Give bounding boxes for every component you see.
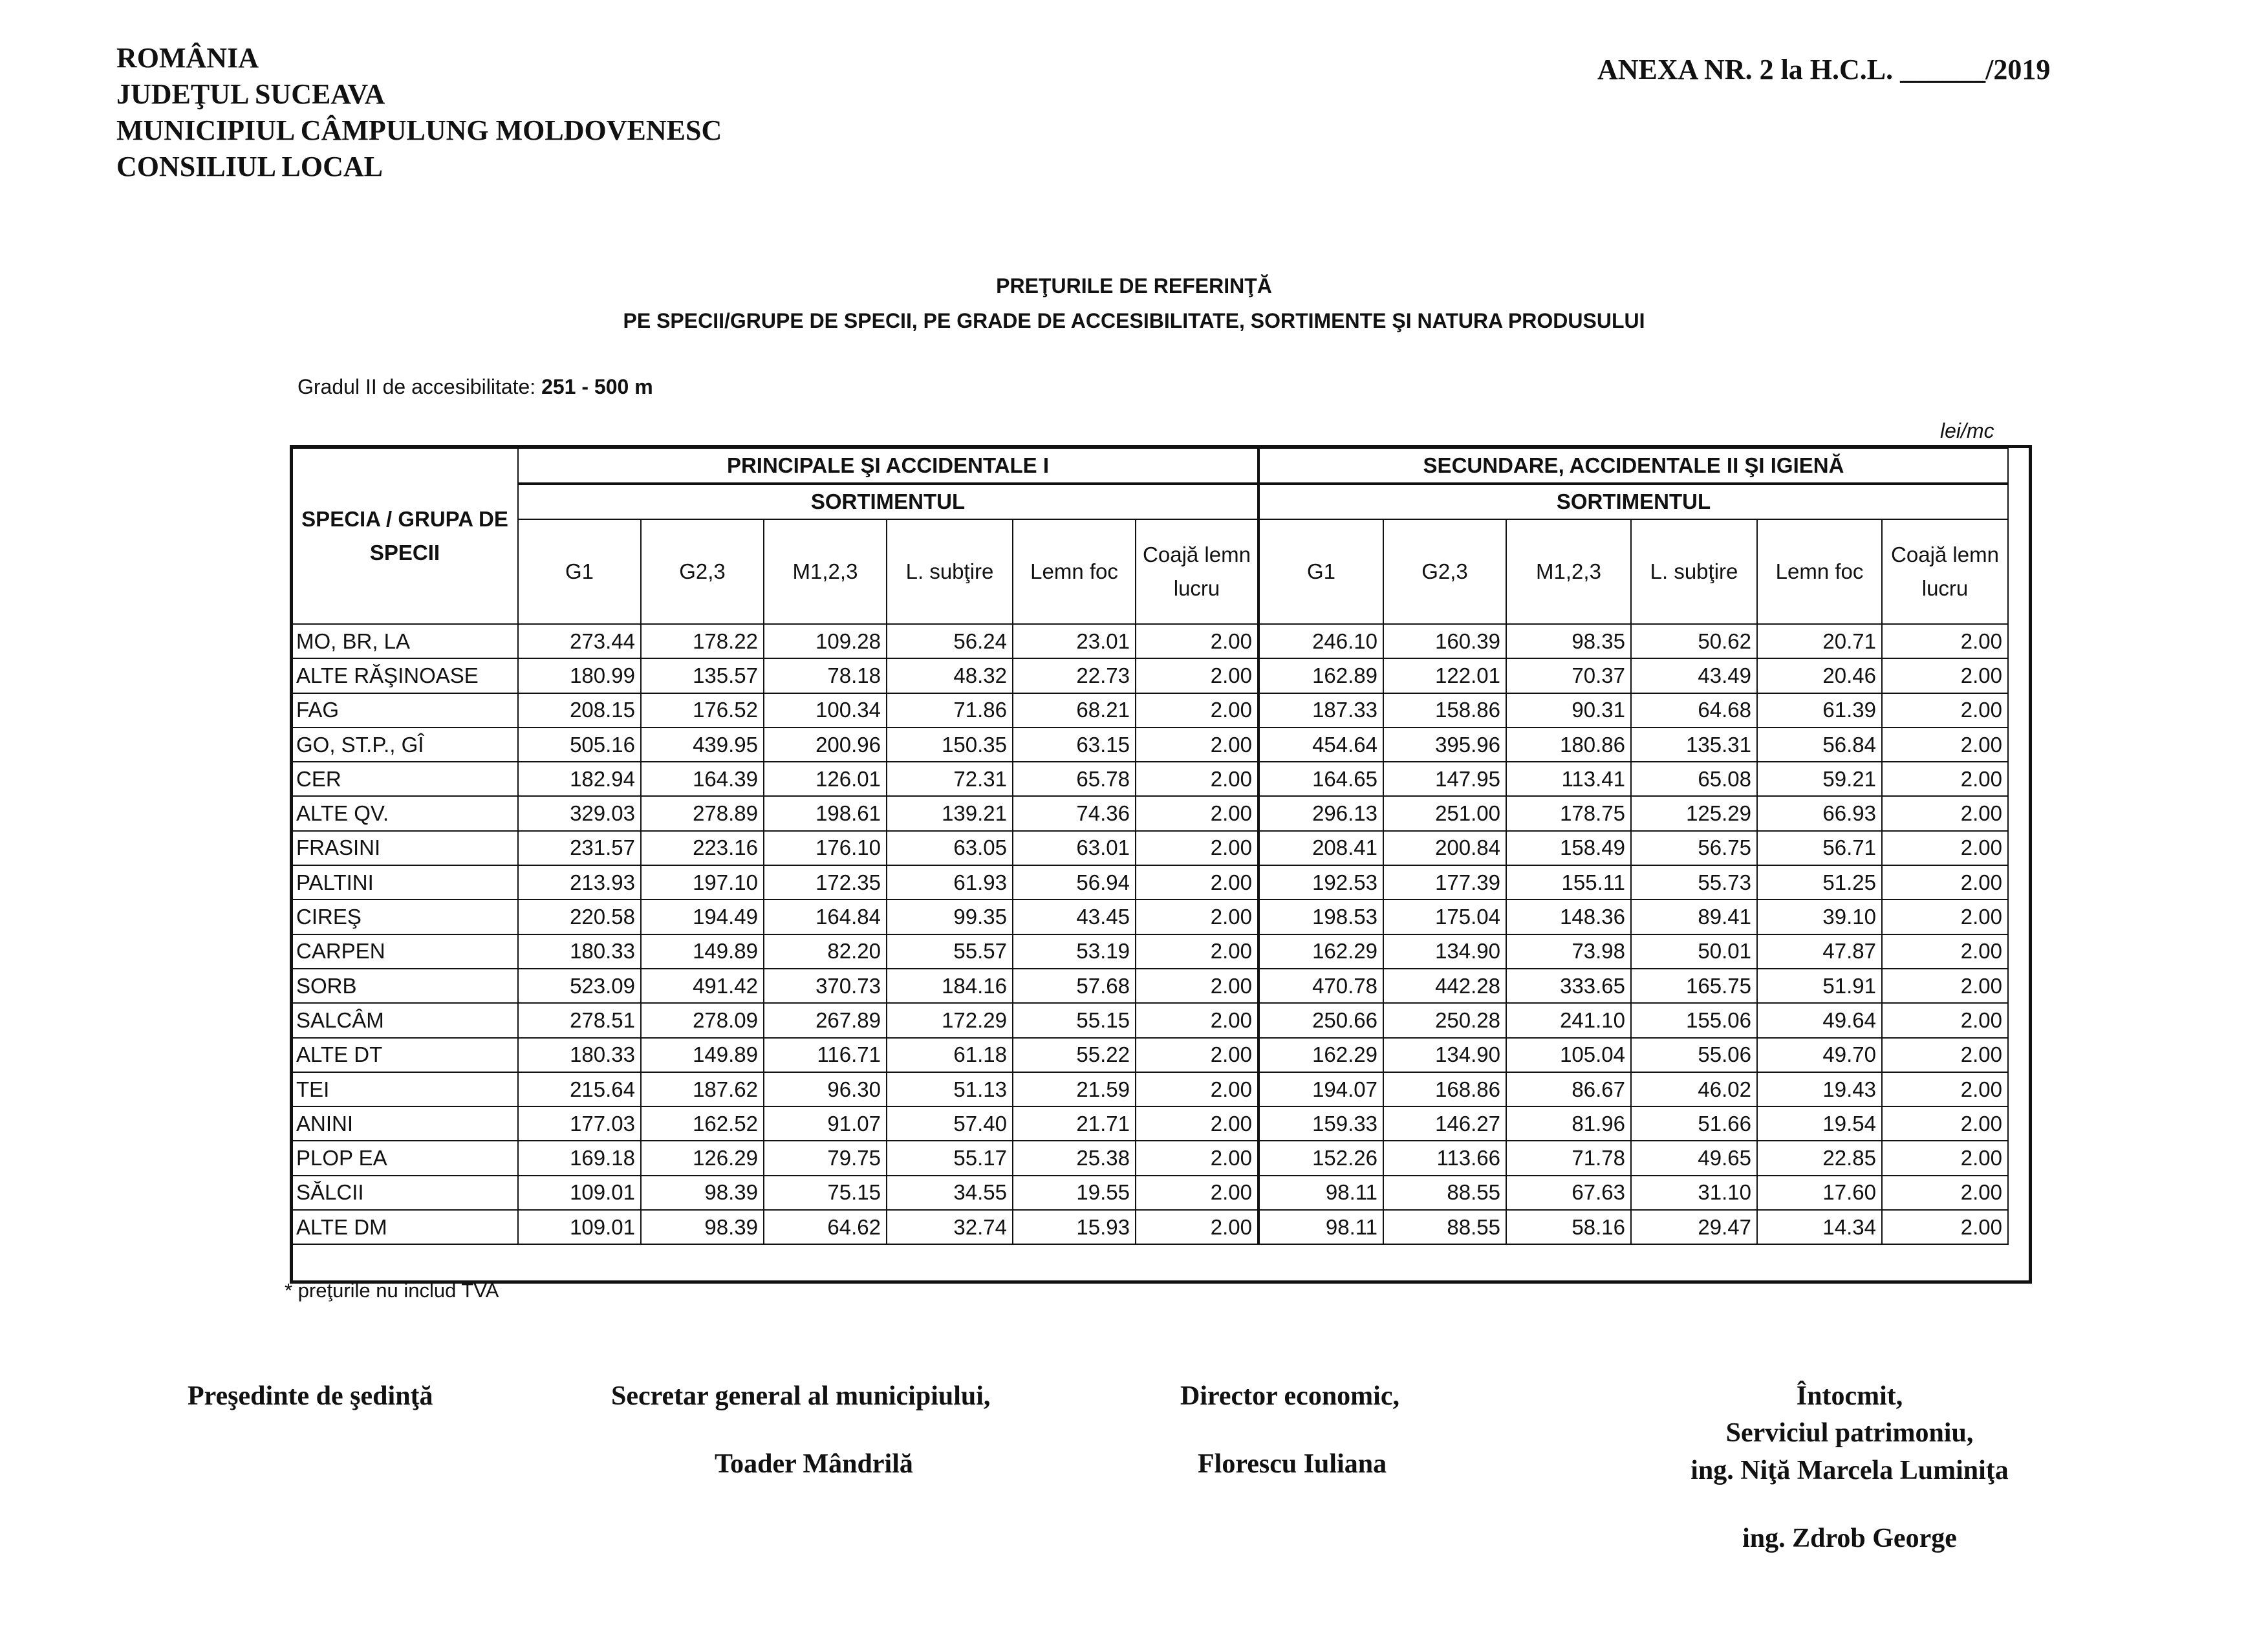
price-cell: 25.38 — [1013, 1141, 1136, 1175]
species-cell: TEI — [292, 1072, 518, 1106]
price-cell: 73.98 — [1506, 934, 1631, 969]
price-cell: 55.06 — [1631, 1038, 1757, 1072]
price-cell: 55.22 — [1013, 1038, 1136, 1072]
price-cell: 48.32 — [887, 658, 1013, 693]
price-cell: 168.86 — [1383, 1072, 1506, 1106]
price-cell: 155.06 — [1631, 1003, 1757, 1037]
price-cell: 2.00 — [1136, 831, 1258, 865]
price-cell: 2.00 — [1882, 1106, 2008, 1141]
price-cell: 15.93 — [1013, 1210, 1136, 1244]
price-cell: 63.05 — [887, 831, 1013, 865]
price-cell: 43.45 — [1013, 900, 1136, 934]
price-cell: 152.26 — [1258, 1141, 1383, 1175]
price-cell: 98.35 — [1506, 624, 1631, 658]
price-cell: 2.00 — [1882, 624, 2008, 658]
price-cell: 2.00 — [1882, 762, 2008, 796]
price-cell: 22.85 — [1757, 1141, 1882, 1175]
price-cell: 82.20 — [764, 934, 887, 969]
price-cell: 47.87 — [1757, 934, 1882, 969]
species-cell: ALTE DT — [292, 1038, 518, 1072]
price-cell: 180.33 — [518, 934, 641, 969]
price-cell: 2.00 — [1136, 1072, 1258, 1106]
table-row — [292, 1106, 2008, 1141]
footnote: * preţurile nu includ TVA — [285, 1279, 499, 1302]
col-header: G1 — [1258, 519, 1383, 624]
secretary-title: Secretar general al municipiului, — [611, 1381, 991, 1411]
price-cell: 177.03 — [518, 1106, 641, 1141]
price-cell: 23.01 — [1013, 624, 1136, 658]
document-title — [0, 268, 2268, 338]
price-cell: 134.90 — [1383, 934, 1506, 969]
price-cell: 329.03 — [518, 796, 641, 830]
table-row — [292, 1176, 2008, 1210]
price-cell: 2.00 — [1882, 1176, 2008, 1210]
price-cell: 19.43 — [1757, 1072, 1882, 1106]
table-row — [292, 900, 2008, 934]
price-cell: 19.54 — [1757, 1106, 1882, 1141]
price-cell: 160.39 — [1383, 624, 1506, 658]
table-row — [292, 762, 2008, 796]
price-cell: 165.75 — [1631, 969, 1757, 1003]
price-cell: 34.55 — [887, 1176, 1013, 1210]
species-cell: SORB — [292, 969, 518, 1003]
grade-value: 251 - 500 m — [541, 375, 653, 398]
species-cell: ALTE QV. — [292, 796, 518, 830]
price-cell: 53.19 — [1013, 934, 1136, 969]
price-cell: 162.29 — [1258, 1038, 1383, 1072]
grade-label: Gradul II de accesibilitate: — [297, 375, 542, 398]
col-header: L. subţire — [1631, 519, 1757, 624]
price-cell: 2.00 — [1136, 1141, 1258, 1175]
price-cell: 39.10 — [1757, 900, 1882, 934]
price-cell: 150.35 — [887, 727, 1013, 762]
price-cell: 56.94 — [1013, 865, 1136, 900]
price-cell: 2.00 — [1136, 1210, 1258, 1244]
price-cell: 250.66 — [1258, 1003, 1383, 1037]
preparer-1: ing. Niţă Marcela Luminiţa — [1690, 1456, 2009, 1485]
price-cell: 158.86 — [1383, 693, 1506, 727]
price-cell: 176.10 — [764, 831, 887, 865]
country-label: ROMÂNIA — [116, 42, 259, 74]
price-cell: 61.93 — [887, 865, 1013, 900]
price-cell: 333.65 — [1506, 969, 1631, 1003]
price-cell: 21.59 — [1013, 1072, 1136, 1106]
price-cell: 2.00 — [1136, 865, 1258, 900]
price-cell: 198.53 — [1258, 900, 1383, 934]
species-cell: ALTE DM — [292, 1210, 518, 1244]
price-cell: 66.93 — [1757, 796, 1882, 830]
price-cell: 178.75 — [1506, 796, 1631, 830]
price-cell: 71.78 — [1506, 1141, 1631, 1175]
species-cell: SĂLCII — [292, 1176, 518, 1210]
price-cell: 46.02 — [1631, 1072, 1757, 1106]
species-cell: GO, ST.P., GÎ — [292, 727, 518, 762]
col-header: Coajă lemn lucru — [1136, 519, 1258, 624]
price-cell: 81.96 — [1506, 1106, 1631, 1141]
price-cell: 2.00 — [1136, 1003, 1258, 1037]
price-cell: 2.00 — [1882, 969, 2008, 1003]
price-cell: 68.21 — [1013, 693, 1136, 727]
municipality-label: MUNICIPIUL CÂMPULUNG MOLDOVENESC — [116, 114, 722, 146]
price-cell: 43.49 — [1631, 658, 1757, 693]
price-cell: 2.00 — [1136, 934, 1258, 969]
price-cell: 57.68 — [1013, 969, 1136, 1003]
group1-header: PRINCIPALE ŞI ACCIDENTALE I — [518, 447, 1258, 484]
price-cell: 194.07 — [1258, 1072, 1383, 1106]
price-cell: 176.52 — [641, 693, 764, 727]
table-row — [292, 831, 2008, 865]
col-header: Lemn foc — [1757, 519, 1882, 624]
table-row — [292, 658, 2008, 693]
price-cell: 182.94 — [518, 762, 641, 796]
price-cell: 164.65 — [1258, 762, 1383, 796]
price-cell: 177.39 — [1383, 865, 1506, 900]
price-cell: 220.58 — [518, 900, 641, 934]
price-cell: 2.00 — [1136, 727, 1258, 762]
price-table — [291, 446, 2009, 1245]
price-cell: 2.00 — [1882, 1072, 2008, 1106]
price-cell: 2.00 — [1882, 934, 2008, 969]
col-header: M1,2,3 — [1506, 519, 1631, 624]
price-cell: 175.04 — [1383, 900, 1506, 934]
group2-header: SECUNDARE, ACCIDENTALE II ŞI IGIENĂ — [1258, 447, 2008, 484]
price-cell: 14.34 — [1757, 1210, 1882, 1244]
price-cell: 99.35 — [887, 900, 1013, 934]
price-cell: 98.39 — [641, 1176, 764, 1210]
service-label: Serviciul patrimoniu, — [1725, 1418, 1974, 1448]
table-row — [292, 796, 2008, 830]
price-cell: 395.96 — [1383, 727, 1506, 762]
price-cell: 251.00 — [1383, 796, 1506, 830]
price-cell: 65.78 — [1013, 762, 1136, 796]
price-cell: 155.11 — [1506, 865, 1631, 900]
price-cell: 180.99 — [518, 658, 641, 693]
col-header: G2,3 — [641, 519, 764, 624]
price-cell: 208.15 — [518, 693, 641, 727]
col-header: L. subţire — [887, 519, 1013, 624]
price-cell: 98.39 — [641, 1210, 764, 1244]
price-cell: 149.89 — [641, 934, 764, 969]
price-cell: 2.00 — [1882, 1003, 2008, 1037]
species-cell: PLOP EA — [292, 1141, 518, 1175]
title-line-2: PE SPECII/GRUPE DE SPECII, PE GRADE DE ACCESIBILITATE, SORTIMENTE ŞI NATURA PRODUSULUI — [623, 309, 1645, 332]
annex-label: ANEXA NR. 2 la H.C.L. ______/2019 — [1597, 54, 2051, 85]
price-cell: 2.00 — [1882, 831, 2008, 865]
price-cell: 250.28 — [1383, 1003, 1506, 1037]
price-cell: 231.57 — [518, 831, 641, 865]
price-cell: 88.55 — [1383, 1210, 1506, 1244]
price-cell: 184.16 — [887, 969, 1013, 1003]
price-cell: 50.01 — [1631, 934, 1757, 969]
price-cell: 96.30 — [764, 1072, 887, 1106]
price-cell: 172.29 — [887, 1003, 1013, 1037]
table-row — [292, 727, 2008, 762]
price-cell: 169.18 — [518, 1141, 641, 1175]
col-header: G2,3 — [1383, 519, 1506, 624]
price-cell: 2.00 — [1882, 865, 2008, 900]
price-cell: 278.89 — [641, 796, 764, 830]
price-cell: 370.73 — [764, 969, 887, 1003]
price-cell: 49.64 — [1757, 1003, 1882, 1037]
species-cell: PALTINI — [292, 865, 518, 900]
price-cell: 223.16 — [641, 831, 764, 865]
price-cell: 454.64 — [1258, 727, 1383, 762]
price-cell: 67.63 — [1506, 1176, 1631, 1210]
price-cell: 2.00 — [1136, 624, 1258, 658]
price-cell: 2.00 — [1882, 658, 2008, 693]
header-row-columns — [292, 519, 2008, 624]
unit-label: lei/mc — [1940, 419, 1994, 442]
price-cell: 194.49 — [641, 900, 764, 934]
col-header: G1 — [518, 519, 641, 624]
species-cell: MO, BR, LA — [292, 624, 518, 658]
county-label: JUDEŢUL SUCEAVA — [116, 78, 385, 110]
price-cell: 105.04 — [1506, 1038, 1631, 1072]
price-cell: 197.10 — [641, 865, 764, 900]
price-cell: 2.00 — [1882, 693, 2008, 727]
species-cell: ANINI — [292, 1106, 518, 1141]
price-cell: 71.86 — [887, 693, 1013, 727]
price-cell: 192.53 — [1258, 865, 1383, 900]
species-header: SPECIA / GRUPA DE SPECII — [292, 447, 518, 624]
species-cell: SALCÂM — [292, 1003, 518, 1037]
species-cell: FRASINI — [292, 831, 518, 865]
table-row — [292, 934, 2008, 969]
col-header: Lemn foc — [1013, 519, 1136, 624]
price-cell: 2.00 — [1136, 1038, 1258, 1072]
price-cell: 2.00 — [1882, 1210, 2008, 1244]
price-cell: 61.18 — [887, 1038, 1013, 1072]
price-cell: 2.00 — [1136, 796, 1258, 830]
price-cell: 215.64 — [518, 1072, 641, 1106]
price-cell: 116.71 — [764, 1038, 887, 1072]
price-cell: 20.71 — [1757, 624, 1882, 658]
price-cell: 51.25 — [1757, 865, 1882, 900]
accessibility-grade — [297, 375, 653, 399]
table-row — [292, 1038, 2008, 1072]
price-cell: 113.66 — [1383, 1141, 1506, 1175]
price-cell: 267.89 — [764, 1003, 887, 1037]
price-cell: 64.68 — [1631, 693, 1757, 727]
price-cell: 134.90 — [1383, 1038, 1506, 1072]
price-cell: 146.27 — [1383, 1106, 1506, 1141]
price-cell: 59.21 — [1757, 762, 1882, 796]
header-row-sortiment — [292, 484, 2008, 519]
price-cell: 109.01 — [518, 1210, 641, 1244]
table-row — [292, 693, 2008, 727]
sortiment-header-1: SORTIMENTUL — [518, 484, 1258, 519]
price-cell: 51.91 — [1757, 969, 1882, 1003]
price-cell: 98.11 — [1258, 1210, 1383, 1244]
price-table-body — [292, 624, 2008, 1244]
price-cell: 58.16 — [1506, 1210, 1631, 1244]
price-cell: 135.31 — [1631, 727, 1757, 762]
price-cell: 51.13 — [887, 1072, 1013, 1106]
table-row — [292, 1003, 2008, 1037]
species-cell: CIREŞ — [292, 900, 518, 934]
price-cell: 126.29 — [641, 1141, 764, 1175]
title-line-1: PREŢURILE DE REFERINŢĂ — [996, 274, 1272, 297]
price-cell: 147.95 — [1383, 762, 1506, 796]
table-row — [292, 865, 2008, 900]
price-cell: 100.34 — [764, 693, 887, 727]
price-cell: 22.73 — [1013, 658, 1136, 693]
preparer-2: ing. Zdrob George — [1742, 1524, 1957, 1553]
price-cell: 135.57 — [641, 658, 764, 693]
price-cell: 78.18 — [764, 658, 887, 693]
issuer-block — [116, 40, 722, 185]
price-cell: 91.07 — [764, 1106, 887, 1141]
price-cell: 2.00 — [1882, 1141, 2008, 1175]
price-cell: 187.62 — [641, 1072, 764, 1106]
price-cell: 50.62 — [1631, 624, 1757, 658]
price-cell: 20.46 — [1757, 658, 1882, 693]
price-cell: 31.10 — [1631, 1176, 1757, 1210]
price-cell: 278.09 — [641, 1003, 764, 1037]
table-row — [292, 1141, 2008, 1175]
price-cell: 56.24 — [887, 624, 1013, 658]
price-cell: 139.21 — [887, 796, 1013, 830]
council-label: CONSILIUL LOCAL — [116, 151, 383, 182]
price-cell: 2.00 — [1136, 969, 1258, 1003]
president-label: Preşedinte de şedinţă — [188, 1381, 433, 1411]
price-cell: 56.75 — [1631, 831, 1757, 865]
price-cell: 491.42 — [641, 969, 764, 1003]
price-cell: 2.00 — [1136, 693, 1258, 727]
price-cell: 198.61 — [764, 796, 887, 830]
price-cell: 162.52 — [641, 1106, 764, 1141]
price-cell: 2.00 — [1136, 900, 1258, 934]
price-cell: 208.41 — [1258, 831, 1383, 865]
price-cell: 126.01 — [764, 762, 887, 796]
price-cell: 2.00 — [1136, 1176, 1258, 1210]
price-cell: 180.86 — [1506, 727, 1631, 762]
price-cell: 125.29 — [1631, 796, 1757, 830]
sortiment-header-2: SORTIMENTUL — [1258, 484, 2008, 519]
table-row — [292, 1072, 2008, 1106]
table-row — [292, 1210, 2008, 1244]
price-cell: 213.93 — [518, 865, 641, 900]
price-cell: 296.13 — [1258, 796, 1383, 830]
price-cell: 55.57 — [887, 934, 1013, 969]
price-cell: 439.95 — [641, 727, 764, 762]
price-cell: 56.84 — [1757, 727, 1882, 762]
price-cell: 72.31 — [887, 762, 1013, 796]
price-cell: 2.00 — [1882, 796, 2008, 830]
director-title: Director economic, — [1180, 1381, 1399, 1411]
price-cell: 70.37 — [1506, 658, 1631, 693]
price-cell: 65.08 — [1631, 762, 1757, 796]
price-cell: 159.33 — [1258, 1106, 1383, 1141]
price-cell: 75.15 — [764, 1176, 887, 1210]
price-cell: 63.15 — [1013, 727, 1136, 762]
price-cell: 109.01 — [518, 1176, 641, 1210]
price-cell: 98.11 — [1258, 1176, 1383, 1210]
price-cell: 162.29 — [1258, 934, 1383, 969]
price-cell: 241.10 — [1506, 1003, 1631, 1037]
price-cell: 164.84 — [764, 900, 887, 934]
header-row-groups — [292, 447, 2008, 484]
price-cell: 2.00 — [1882, 1038, 2008, 1072]
price-cell: 32.74 — [887, 1210, 1013, 1244]
price-cell: 29.47 — [1631, 1210, 1757, 1244]
price-cell: 172.35 — [764, 865, 887, 900]
price-cell: 164.39 — [641, 762, 764, 796]
price-cell: 2.00 — [1136, 762, 1258, 796]
price-cell: 86.67 — [1506, 1072, 1631, 1106]
table-row — [292, 969, 2008, 1003]
table-row — [292, 624, 2008, 658]
species-cell: CER — [292, 762, 518, 796]
col-header: Coajă lemn lucru — [1882, 519, 2008, 624]
price-cell: 56.71 — [1757, 831, 1882, 865]
prepared-label: Întocmit, — [1796, 1381, 1903, 1411]
price-cell: 61.39 — [1757, 693, 1882, 727]
price-cell: 2.00 — [1882, 900, 2008, 934]
price-cell: 113.41 — [1506, 762, 1631, 796]
species-cell: FAG — [292, 693, 518, 727]
price-cell: 49.70 — [1757, 1038, 1882, 1072]
price-cell: 17.60 — [1757, 1176, 1882, 1210]
price-cell: 180.33 — [518, 1038, 641, 1072]
col-header: M1,2,3 — [764, 519, 887, 624]
price-cell: 246.10 — [1258, 624, 1383, 658]
price-cell: 2.00 — [1136, 658, 1258, 693]
price-cell: 90.31 — [1506, 693, 1631, 727]
price-cell: 88.55 — [1383, 1176, 1506, 1210]
price-cell: 57.40 — [887, 1106, 1013, 1141]
price-cell: 55.73 — [1631, 865, 1757, 900]
price-cell: 55.15 — [1013, 1003, 1136, 1037]
director-name: Florescu Iuliana — [1198, 1449, 1387, 1479]
price-cell: 187.33 — [1258, 693, 1383, 727]
price-cell: 149.89 — [641, 1038, 764, 1072]
price-cell: 49.65 — [1631, 1141, 1757, 1175]
price-cell: 79.75 — [764, 1141, 887, 1175]
price-cell: 470.78 — [1258, 969, 1383, 1003]
price-cell: 148.36 — [1506, 900, 1631, 934]
species-cell: CARPEN — [292, 934, 518, 969]
price-cell: 2.00 — [1136, 1106, 1258, 1141]
price-cell: 21.71 — [1013, 1106, 1136, 1141]
price-cell: 64.62 — [764, 1210, 887, 1244]
price-cell: 109.28 — [764, 624, 887, 658]
price-cell: 55.17 — [887, 1141, 1013, 1175]
price-cell: 505.16 — [518, 727, 641, 762]
price-cell: 162.89 — [1258, 658, 1383, 693]
price-cell: 74.36 — [1013, 796, 1136, 830]
species-cell: ALTE RĂŞINOASE — [292, 658, 518, 693]
price-cell: 19.55 — [1013, 1176, 1136, 1210]
secretary-name: Toader Mândrilă — [715, 1449, 913, 1479]
price-cell: 158.49 — [1506, 831, 1631, 865]
price-cell: 178.22 — [641, 624, 764, 658]
price-cell: 273.44 — [518, 624, 641, 658]
price-cell: 200.96 — [764, 727, 887, 762]
price-cell: 278.51 — [518, 1003, 641, 1037]
price-cell: 442.28 — [1383, 969, 1506, 1003]
price-cell: 523.09 — [518, 969, 641, 1003]
price-cell: 89.41 — [1631, 900, 1757, 934]
price-cell: 2.00 — [1882, 727, 2008, 762]
price-cell: 200.84 — [1383, 831, 1506, 865]
price-cell: 63.01 — [1013, 831, 1136, 865]
price-cell: 51.66 — [1631, 1106, 1757, 1141]
price-cell: 122.01 — [1383, 658, 1506, 693]
